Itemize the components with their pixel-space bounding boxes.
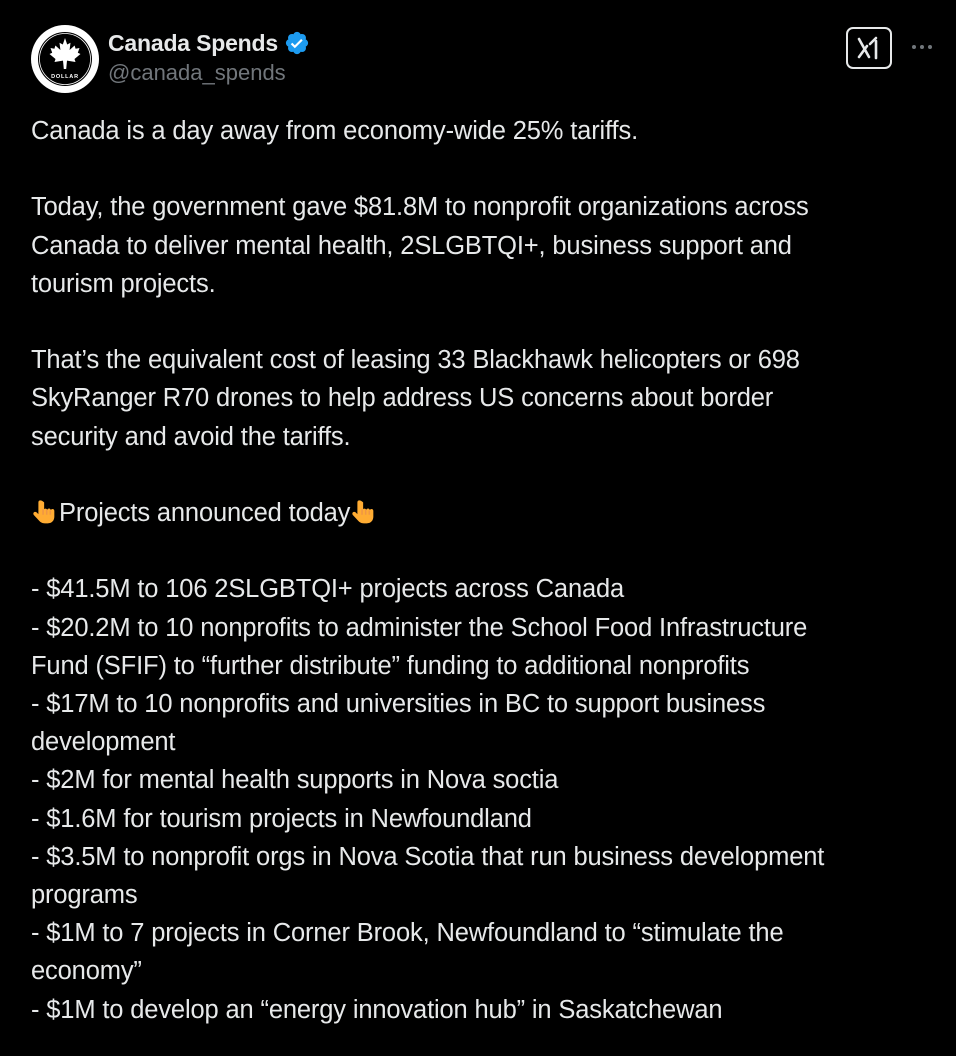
more-horizontal-icon bbox=[912, 45, 932, 49]
pointing-down-icon bbox=[31, 498, 59, 526]
author-display-name[interactable]: Canada Spends bbox=[108, 29, 278, 56]
project-line: programs bbox=[31, 881, 138, 909]
paragraph-2-line: tourism projects. bbox=[31, 269, 216, 298]
project-line: - $20.2M to 10 nonprofits to administer the School Food Infrastructure bbox=[31, 613, 808, 642]
project-line: economy” bbox=[31, 957, 142, 986]
project-line: development bbox=[31, 728, 176, 757]
projects-heading-text: Projects announced today bbox=[59, 498, 351, 527]
tweet-text bbox=[31, 112, 941, 1029]
project-line: - $1M to develop an “energy innovation hub” in Saskatchewan bbox=[31, 995, 723, 1024]
project-line: - $17M to 10 nonprofits and universities in BC to support business bbox=[31, 689, 766, 718]
paragraph-2-line: Canada to deliver mental health, 2SLGBTQI+, business support and bbox=[31, 231, 792, 260]
project-line: Fund (SFIF) to “further distribute” funding to additional nonprofits bbox=[31, 651, 750, 680]
grok-icon bbox=[856, 35, 882, 61]
project-line: - $1.6M for tourism projects in Newfoundland bbox=[31, 804, 532, 833]
projects-heading bbox=[31, 494, 941, 532]
canada-spends-logo bbox=[31, 25, 99, 93]
author-name-row[interactable] bbox=[108, 28, 310, 58]
avatar-text: DOLLAR bbox=[51, 74, 79, 80]
paragraph-3-line: That’s the equivalent cost of leasing 33 Blackhawk helicopters or 698 bbox=[31, 346, 800, 375]
project-line: - $41.5M to 106 2SLGBTQI+ projects across Canada bbox=[31, 575, 625, 604]
avatar[interactable] bbox=[31, 25, 99, 93]
pointing-down-icon bbox=[350, 498, 378, 526]
paragraph-2-line: Today, the government gave $81.8M to nonprofit organizations across bbox=[31, 193, 809, 222]
paragraph-3-line: SkyRanger R70 drones to help address US concerns about border bbox=[31, 384, 774, 413]
project-line: - $1M to 7 projects in Corner Brook, Newfoundland to “stimulate the bbox=[31, 919, 784, 948]
paragraph-3-line: security and avoid the tariffs. bbox=[31, 422, 351, 451]
project-line: - $3.5M to nonprofit orgs in Nova Scotia that run business development bbox=[31, 842, 825, 871]
verified-badge-icon bbox=[284, 30, 310, 56]
more-options-button[interactable] bbox=[906, 30, 938, 64]
paragraph-1: Canada is a day away from economy-wide 25% tariffs. bbox=[31, 117, 639, 145]
project-line: - $2M for mental health supports in Nova soctia bbox=[31, 766, 559, 795]
grok-button[interactable] bbox=[846, 27, 892, 69]
author-handle[interactable]: @canada_spends bbox=[108, 60, 286, 85]
